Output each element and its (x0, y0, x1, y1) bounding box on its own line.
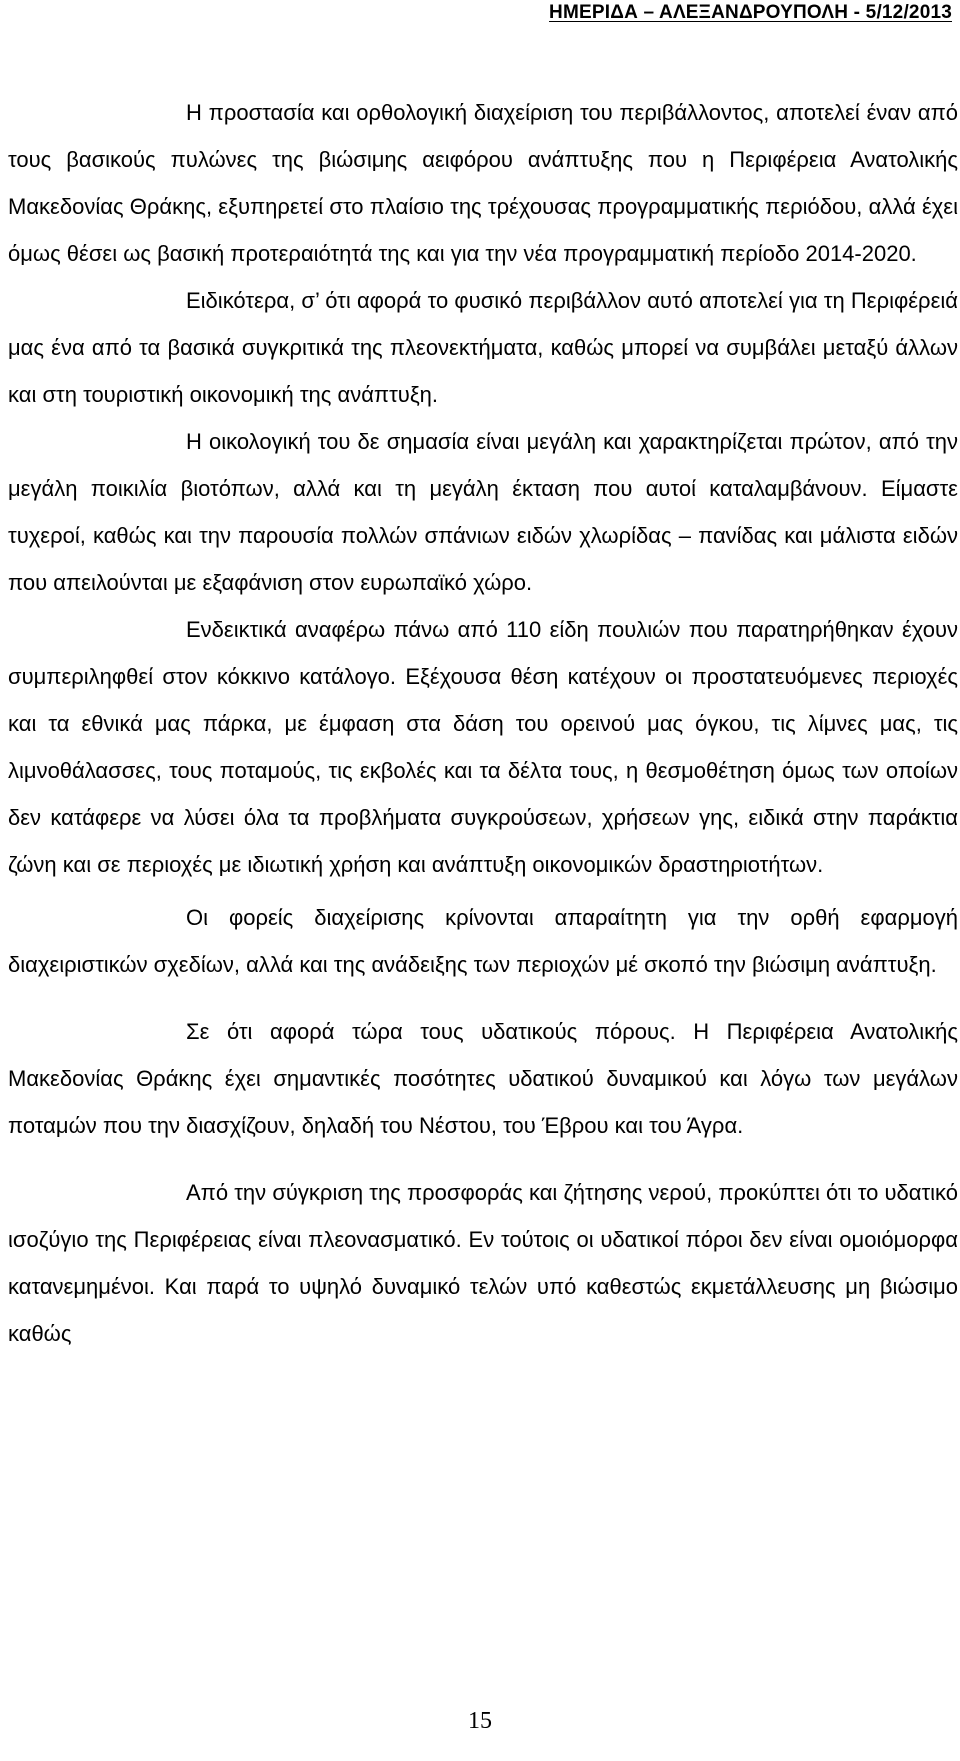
paragraph-water-balance: Από την σύγκριση της προσφοράς και ζήτησης νερού, προκύπτει ότι το υδατικό ισοζύγιο της Περιφέρειας είναι πλεονασματικό. Εν τούτοις οι υδατικοί πόροι δεν είναι ομοιόμορφα κατανεμημένοι. Και παρά το υψηλό δυναμικό τελών υπό καθεστώς εκμετάλλευσης μη βιώσιμο καθώς (8, 1180, 958, 1346)
paragraph-management-bodies: Οι φορείς διαχείρισης κρίνονται απαραίτητη για την ορθή εφαρμογή διαχειριστικών σχεδίων, αλλά και της ανάδειξης των περιοχών μέ σκοπό την βιώσιμη ανάπτυξη. (8, 905, 958, 977)
paragraph-water-resources: Σε ότι αφορά τώρα τους υδατικούς πόρους. Η Περιφέρεια Ανατολικής Μακεδονίας Θράκης έχει σημαντικές ποσότητες υδατικού δυναμικού και λόγω των μεγάλων ποταμών που την διασχίζουν, δηλαδή του Νέστου, του Έβρου και του Άγρα. (8, 1019, 958, 1138)
paragraph-environment-protection: Η προστασία και ορθολογική διαχείριση του περιβάλλοντος, αποτελεί έναν από τους βασικούς πυλώνες της βιώσιμης αειφόρου ανάπτυξης που η Περιφέρεια Ανατολικής Μακεδονίας Θράκης, εξυπηρετεί στο πλαίσιο της τρέχουσας προγραμματικής περιόδου, αλλά έχει όμως θέσει ως βασική προτεραιότητά της και για την νέα προγραμματική περίοδο 2014-2020. (8, 100, 958, 266)
paragraph-bird-species: Ενδεικτικά αναφέρω πάνω από 110 είδη πουλιών που παρατηρήθηκαν έχουν συμπεριληφθεί στον κόκκινο κατάλογο. Εξέχουσα θέση κατέχουν οι προστατευόμενες περιοχές και τα εθνικά μας πάρκα, με έμφαση στα δάση του ορεινού μας όγκου, τις λίμνες μας, τις λιμνοθάλασσες, τους ποταμούς, τις εκβολές και τα δέλτα τους, η θεσμοθέτηση όμως των οποίων δεν κατάφερε να λύσει όλα τα προβλήματα συγκρούσεων, χρήσεων γης, ειδικά στην παράκτια ζώνη και σε περιοχές με ιδιωτική χρήση και ανάπτυξη οικονομικών δραστηριοτήτων. (8, 617, 958, 877)
page-number: 15 (468, 1708, 492, 1734)
paragraph-ecological-significance: Η οικολογική του δε σημασία είναι μεγάλη και χαρακτηρίζεται πρώτον, από την μεγάλη ποικιλία βιοτόπων, αλλά και τη μεγάλη έκταση που αυτοί καταλαμβάνουν. Είμαστε τυχεροί, καθώς και την παρουσία πολλών σπάνιων ειδών χλωρίδας – πανίδας και μάλιστα ειδών που απειλούνται με εξαφάνιση στον ευρωπαϊκό χώρο. (8, 429, 958, 595)
document-body (8, 89, 958, 1357)
paragraph-natural-environment: Ειδικότερα, σ’ ότι αφορά το φυσικό περιβάλλον αυτό αποτελεί για τη Περιφέρειά μας ένα από τα βασικά συγκριτικά της πλεονεκτήματα, καθώς μπορεί να συμβάλει μεταξύ άλλων και στη τουριστική οικονομική της ανάπτυξη. (8, 288, 958, 407)
document-header: ΗΜΕΡΙΔΑ – ΑΛΕΞΑΝΔΡΟΥΠΟΛΗ - 5/12/2013 (549, 2, 952, 23)
